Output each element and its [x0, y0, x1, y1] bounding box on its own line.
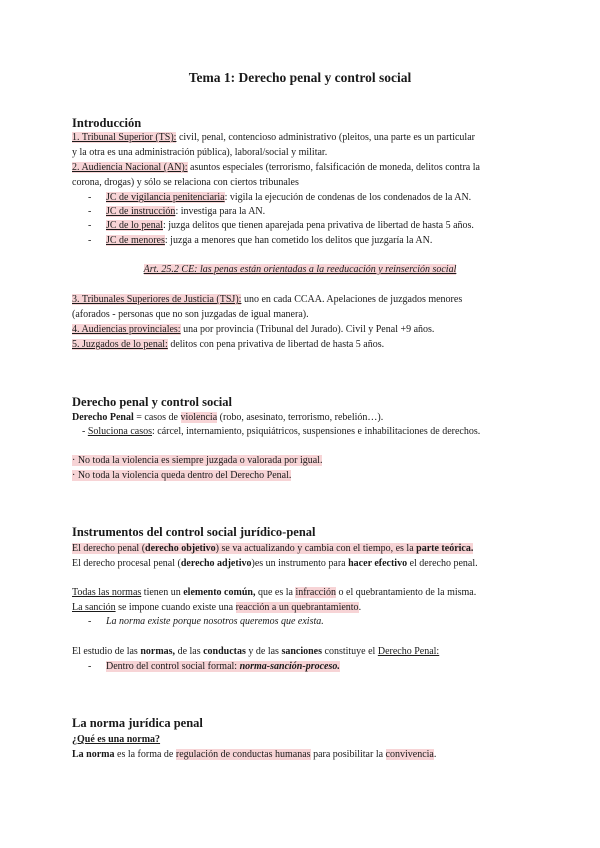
inst-line-3: [72, 586, 532, 600]
note-line: [72, 469, 532, 483]
t: .: [358, 602, 362, 613]
page-title: Tema 1: Derecho penal y control social: [188, 70, 412, 85]
dash: -: [88, 192, 92, 203]
t: derecho objetivo: [145, 543, 216, 554]
t: ) se va actualizando y cambia con el tiempo, es la: [215, 543, 417, 554]
jc-label: JC de lo penal: [106, 220, 163, 231]
jc-text: : juzga a menores que han cometido los delitos que juzgaría la AN.: [164, 235, 433, 246]
tsj-text-1: uno en cada CCAA. Apelaciones de juzgados menores: [241, 294, 463, 305]
jc-text: : vigila la ejecución de condenas de los condenados de la AN.: [224, 192, 472, 203]
jp-text: delitos con pena privativa de libertad de hasta 5 años.: [167, 339, 385, 350]
ap-text: una por provincia (Tribunal del Jurado). Civil y Penal +9 años.: [180, 324, 435, 335]
sol-line: [82, 425, 542, 439]
ap-line: [72, 323, 532, 337]
dp-rest: (robo, asesinato, terrorismo, rebelión…).: [217, 412, 384, 423]
jc-label: JC de vigilancia penitenciaria: [106, 192, 225, 203]
t: norma-sanción-proceso.: [239, 661, 340, 672]
jc-item: [88, 234, 548, 248]
t: El derecho penal (: [72, 543, 146, 554]
sol-label: Soluciona casos: [87, 426, 152, 437]
dp-violencia: violencia: [180, 412, 218, 423]
jc-item: [88, 205, 548, 219]
norma-question: ¿Qué es una norma?: [72, 734, 161, 745]
t: El derecho procesal penal (: [72, 558, 181, 569]
t: La norma: [72, 749, 115, 760]
inst-line-4: [72, 601, 532, 615]
t: que es la: [255, 587, 296, 598]
t: normas,: [140, 646, 176, 657]
t: para posibilitar la: [310, 749, 386, 760]
t: Dentro del control social formal:: [106, 661, 240, 672]
inst-line-1: [72, 542, 532, 556]
t: convivencia: [385, 749, 434, 760]
t: y de las: [245, 646, 282, 657]
t: sanciones: [281, 646, 323, 657]
jc-item: [88, 191, 548, 205]
t: conductas: [203, 646, 246, 657]
tsj-line-1: [72, 293, 532, 307]
t: elemento común,: [183, 587, 256, 598]
jc-label: JC de instrucción: [106, 206, 176, 217]
t: es la forma de: [114, 749, 176, 760]
t: o el quebrantamiento de la misma.: [336, 587, 477, 598]
note-text: · No toda la violencia queda dentro del Derecho Penal.: [72, 470, 292, 481]
dash: -: [88, 616, 92, 627]
an-line-2: corona, drogas) y sólo se relaciona con ciertos tribunales: [72, 177, 299, 188]
tsj-label: 3. Tribunales Superiores de Justicia (TSJ):: [72, 294, 242, 305]
dash: -: [88, 661, 92, 672]
tsj-line-2: (aforados - personas que no son juzgadas de igual manera).: [72, 309, 309, 320]
t: .: [433, 749, 437, 760]
dash: -: [88, 206, 92, 217]
art-line: [0, 263, 600, 277]
t: La sanción: [72, 602, 116, 613]
dash: -: [88, 220, 92, 231]
jp-line: [72, 338, 532, 352]
ts-line-1: [72, 131, 532, 145]
dp-label: Derecho Penal: [72, 412, 134, 423]
t: tienen un: [141, 587, 184, 598]
dash: -: [82, 426, 88, 437]
dash: -: [88, 235, 92, 246]
t: El estudio de las: [72, 646, 141, 657]
jc-label: JC de menores: [106, 235, 165, 246]
jc-text: : investiga para la AN.: [175, 206, 266, 217]
inst-line-2: [72, 557, 532, 571]
t: de las: [175, 646, 204, 657]
an-label: 2. Audiencia Nacional (AN):: [72, 162, 188, 173]
t: )es un instrumento para: [251, 558, 349, 569]
heading-instrumentos: Instrumentos del control social jurídico-penal: [72, 525, 316, 539]
inst-line-7: [88, 660, 548, 674]
jc-text: : juzga delitos que tienen aparejada pena privativa de libertad de hasta 5 años.: [162, 220, 474, 231]
inst-line-5: [88, 615, 548, 629]
note-text: · No toda la violencia es siempre juzgada o valorada por igual.: [72, 455, 323, 466]
t: el derecho penal.: [407, 558, 478, 569]
ap-label: 4. Audiencias provinciales:: [72, 324, 181, 335]
jc-item: [88, 219, 548, 233]
note-line: [72, 454, 532, 468]
art-25-2: Art. 25.2 CE: las penas están orientadas a la reeducación y reinserción social: [143, 264, 457, 275]
t: se impone cuando existe una: [115, 602, 236, 613]
heading-derecho-penal: Derecho penal y control social: [72, 395, 232, 409]
an-text-1: asuntos especiales (terrorismo, falsificación de moneda, delitos contra la: [187, 162, 480, 173]
t: parte teórica.: [416, 543, 474, 554]
t: La norma existe porque nosotros queremos que exista.: [106, 616, 324, 627]
t: hacer efectivo: [348, 558, 408, 569]
t: derecho adjetivo: [180, 558, 252, 569]
an-line-1: [72, 161, 532, 175]
ts-label: 1. Tribunal Superior (TS):: [72, 132, 177, 143]
norma-answer: [72, 748, 532, 762]
t: infracción: [295, 587, 336, 598]
heading-introduccion: Introducción: [72, 116, 142, 130]
t: Todas las normas: [72, 587, 142, 598]
t: constituye el: [322, 646, 378, 657]
ts-text-1: civil, penal, contencioso administrativo (pleitos, una parte es un particular: [176, 132, 475, 143]
t: regulación de conductas humanas: [175, 749, 311, 760]
inst-line-6: [72, 645, 532, 659]
ts-line-2: y la otra es una administración pública), laboral/social y militar.: [72, 147, 328, 158]
heading-norma: La norma jurídica penal: [72, 716, 203, 730]
t: reacción a un quebrantamiento: [235, 602, 359, 613]
t: Derecho Penal:: [377, 646, 440, 657]
jp-label: 5. Juzgados de lo penal:: [72, 339, 168, 350]
dp-line: [72, 411, 532, 425]
sol-text: : cárcel, internamiento, psiquiátricos, suspensiones e inhabilitaciones de derechos.: [152, 426, 481, 437]
dp-eq: = casos de: [133, 412, 181, 423]
